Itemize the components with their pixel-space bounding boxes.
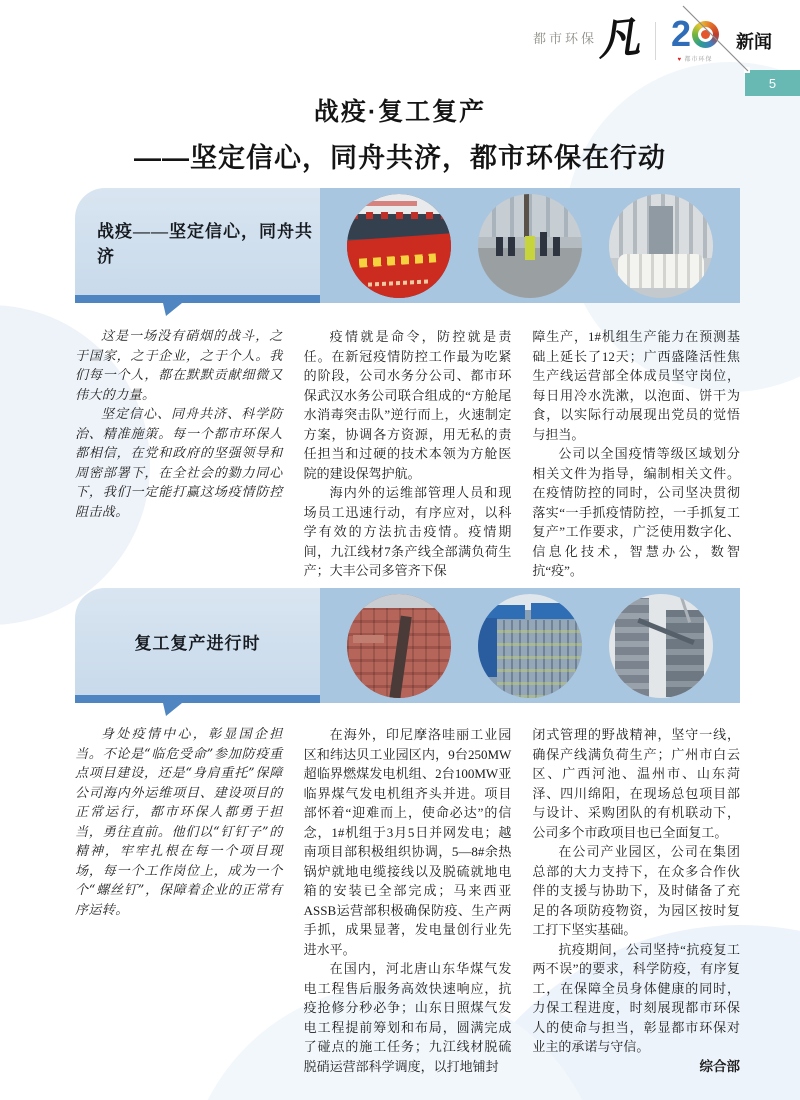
section-2-body (75, 725, 741, 1074)
section-2-heading: 复工复产进行时 (134, 634, 261, 653)
paragraph: 坚定信心、同舟共济、科学防治、精准施策。每一个都市环保人都相信，在党和政府的坚强领导和周密部署下，在全社会的勠力同心下，我们一定能打赢这场疫情防控阻击战。 (75, 407, 283, 520)
column-3 (532, 725, 741, 1074)
paragraph: 在海外，印尼摩洛哇丽工业园区和纬达贝工业园区内，9台250MW超临界燃煤发电机组、2台100MW亚临界煤气发电机组齐头并进。项目部怀着“迎难而上，使命必达”的信念，1#机组于3月5日并网发电；越南项目部积极组织协调，5—8#余热锅炉就地电缆接线以及脱硫就地电箱的安装已全部完成；马来西亚ASSB运营部积极确保防疫、生产两手抓，成果显著，发电量创行业先进水平。 (303, 727, 512, 957)
column-3 (532, 327, 741, 578)
byline: 综合部 (699, 1058, 741, 1074)
section-2-photo-band (320, 588, 740, 703)
masthead (0, 0, 800, 110)
diagonal-rule (0, 0, 800, 110)
paragraph: 海内外的运维部管理人员和现场员工迅速行动，有序应对，以科学有效的方法抗击疫情。疫情期间，九江线材7条产线全部满负荷生产；大丰公司多管齐下保 (303, 485, 512, 578)
photo-plant-structure (609, 594, 713, 698)
section-1-heading-box (75, 188, 320, 303)
paragraph: 抗疫期间，公司坚持“抗疫复工两不误”的要求，科学防疫，有序复工，在保障全员身体健康的同时，力保工程进度，时刻展现都市环保人的使命与担当，彰显都市环保对业主的承诺与守信。 (532, 941, 741, 1054)
title-line-2: ——坚定信心，同舟共济，都市环保在行动 (134, 143, 666, 173)
paragraph: 公司以全国疫情等级区域划分相关文件为指导，编制相关文件。在疫情防控的同时，公司坚决贯彻落实“一手抓疫情防控，一手抓复工复产”工作要求，广泛使用数字化、信息化技术，智慧办公，数智抗“疫”。 (532, 446, 741, 578)
section-1-photo-band (320, 188, 740, 303)
paragraph: 身处疫情中心，彰显国企担当。不论是“临危受命”参加防疫重点项目建设，还是“身肩重托”保障公司海内外运维项目、建设项目的正常运行，都市环保人都勇于担当，勇往直前。他们以“钉钉子”的精神，牢牢扎根在每一个项目现场，每一个工作岗位上，成为一个个“螺丝钉”，保障着企业的正常有序运转。 (75, 727, 283, 918)
column-2 (303, 327, 512, 578)
section-1-header (75, 188, 740, 303)
photo-boiler-site (347, 594, 451, 698)
photo-ppe-team (609, 194, 713, 298)
heading-pointer (163, 303, 182, 316)
anniversary-caption: ♥ 都市环保 (677, 57, 713, 63)
column-1 (75, 725, 283, 1065)
section-2-heading-box (75, 588, 320, 703)
heading-pointer (163, 703, 182, 716)
page-number: 5 (768, 75, 777, 91)
heading-underbar (75, 695, 320, 703)
paragraph: 这是一场没有硝烟的战斗，之于国家，之于企业，之于个人。我们每一个人，都在默默贡献细微又伟大的力量。 (75, 329, 283, 403)
photo-banner-group (347, 194, 451, 298)
photo-steel-frame (478, 594, 582, 698)
paragraph: 在公司产业园区，公司在集团总部的大力支持下，在众多合作伙伴的支援与协助下，及时储备了充足的各项防疫物资，为园区按时复工打下坚实基础。 (532, 844, 741, 937)
brand-name: 都市环保 (533, 31, 598, 46)
heart-icon: ♥ (677, 57, 683, 63)
paragraph: 障生产，1#机组生产能力在预测基础上延长了12天；广西盛隆活性焦生产线运营部全体成员坚守岗位，每日用冷水洗漱，以泡面、饼干为食，以实际行动展现出党员的觉悟与担当。 (532, 329, 741, 442)
paragraph: 在国内，河北唐山东华煤气发电工程售后服务高效快速响应，抗疫抢修分秒必争；山东日照煤气发电工程提前筹划和布局，圆满完成了碰点的施工任务；九江线材脱硫脱硝运营部科学调度，以打地铺封 (303, 961, 512, 1074)
paragraph: 闭式管理的野战精神，坚守一线，确保产线满负荷生产；广州市白云区、广西河池、温州市、山东菏泽、四川绵阳，在现场总包项目部与设计、采购团队的有机联动下，公司多个市政项目也已全面复工。 (532, 727, 741, 840)
section-tab-news: 新闻 (736, 32, 772, 52)
anniversary-digit: 2 (670, 13, 692, 54)
column-1 (75, 327, 283, 567)
section-1-heading: 战疫——坚定信心，同舟共济 (97, 221, 313, 266)
column-2 (303, 725, 512, 1074)
section-2-header (75, 588, 740, 703)
heading-underbar (75, 295, 320, 303)
paragraph: 疫情就是命令，防控就是责任。在新冠疫情防控工作最为吃紧的阶段，公司水务分公司、都市环保武汉水务公司联合组成的“方舱尾水消毒突击队”逆行而上，火速制定方案，协调各方资源，用无私的责任担当和过硬的技术本领为方舱医院的建设保驾护航。 (303, 329, 512, 481)
calligraphy-logo-icon: 凡 (594, 11, 642, 66)
title-line-1: 战疫·复工复产 (313, 98, 487, 126)
photo-field-work (478, 194, 582, 298)
section-1-body (75, 327, 741, 578)
